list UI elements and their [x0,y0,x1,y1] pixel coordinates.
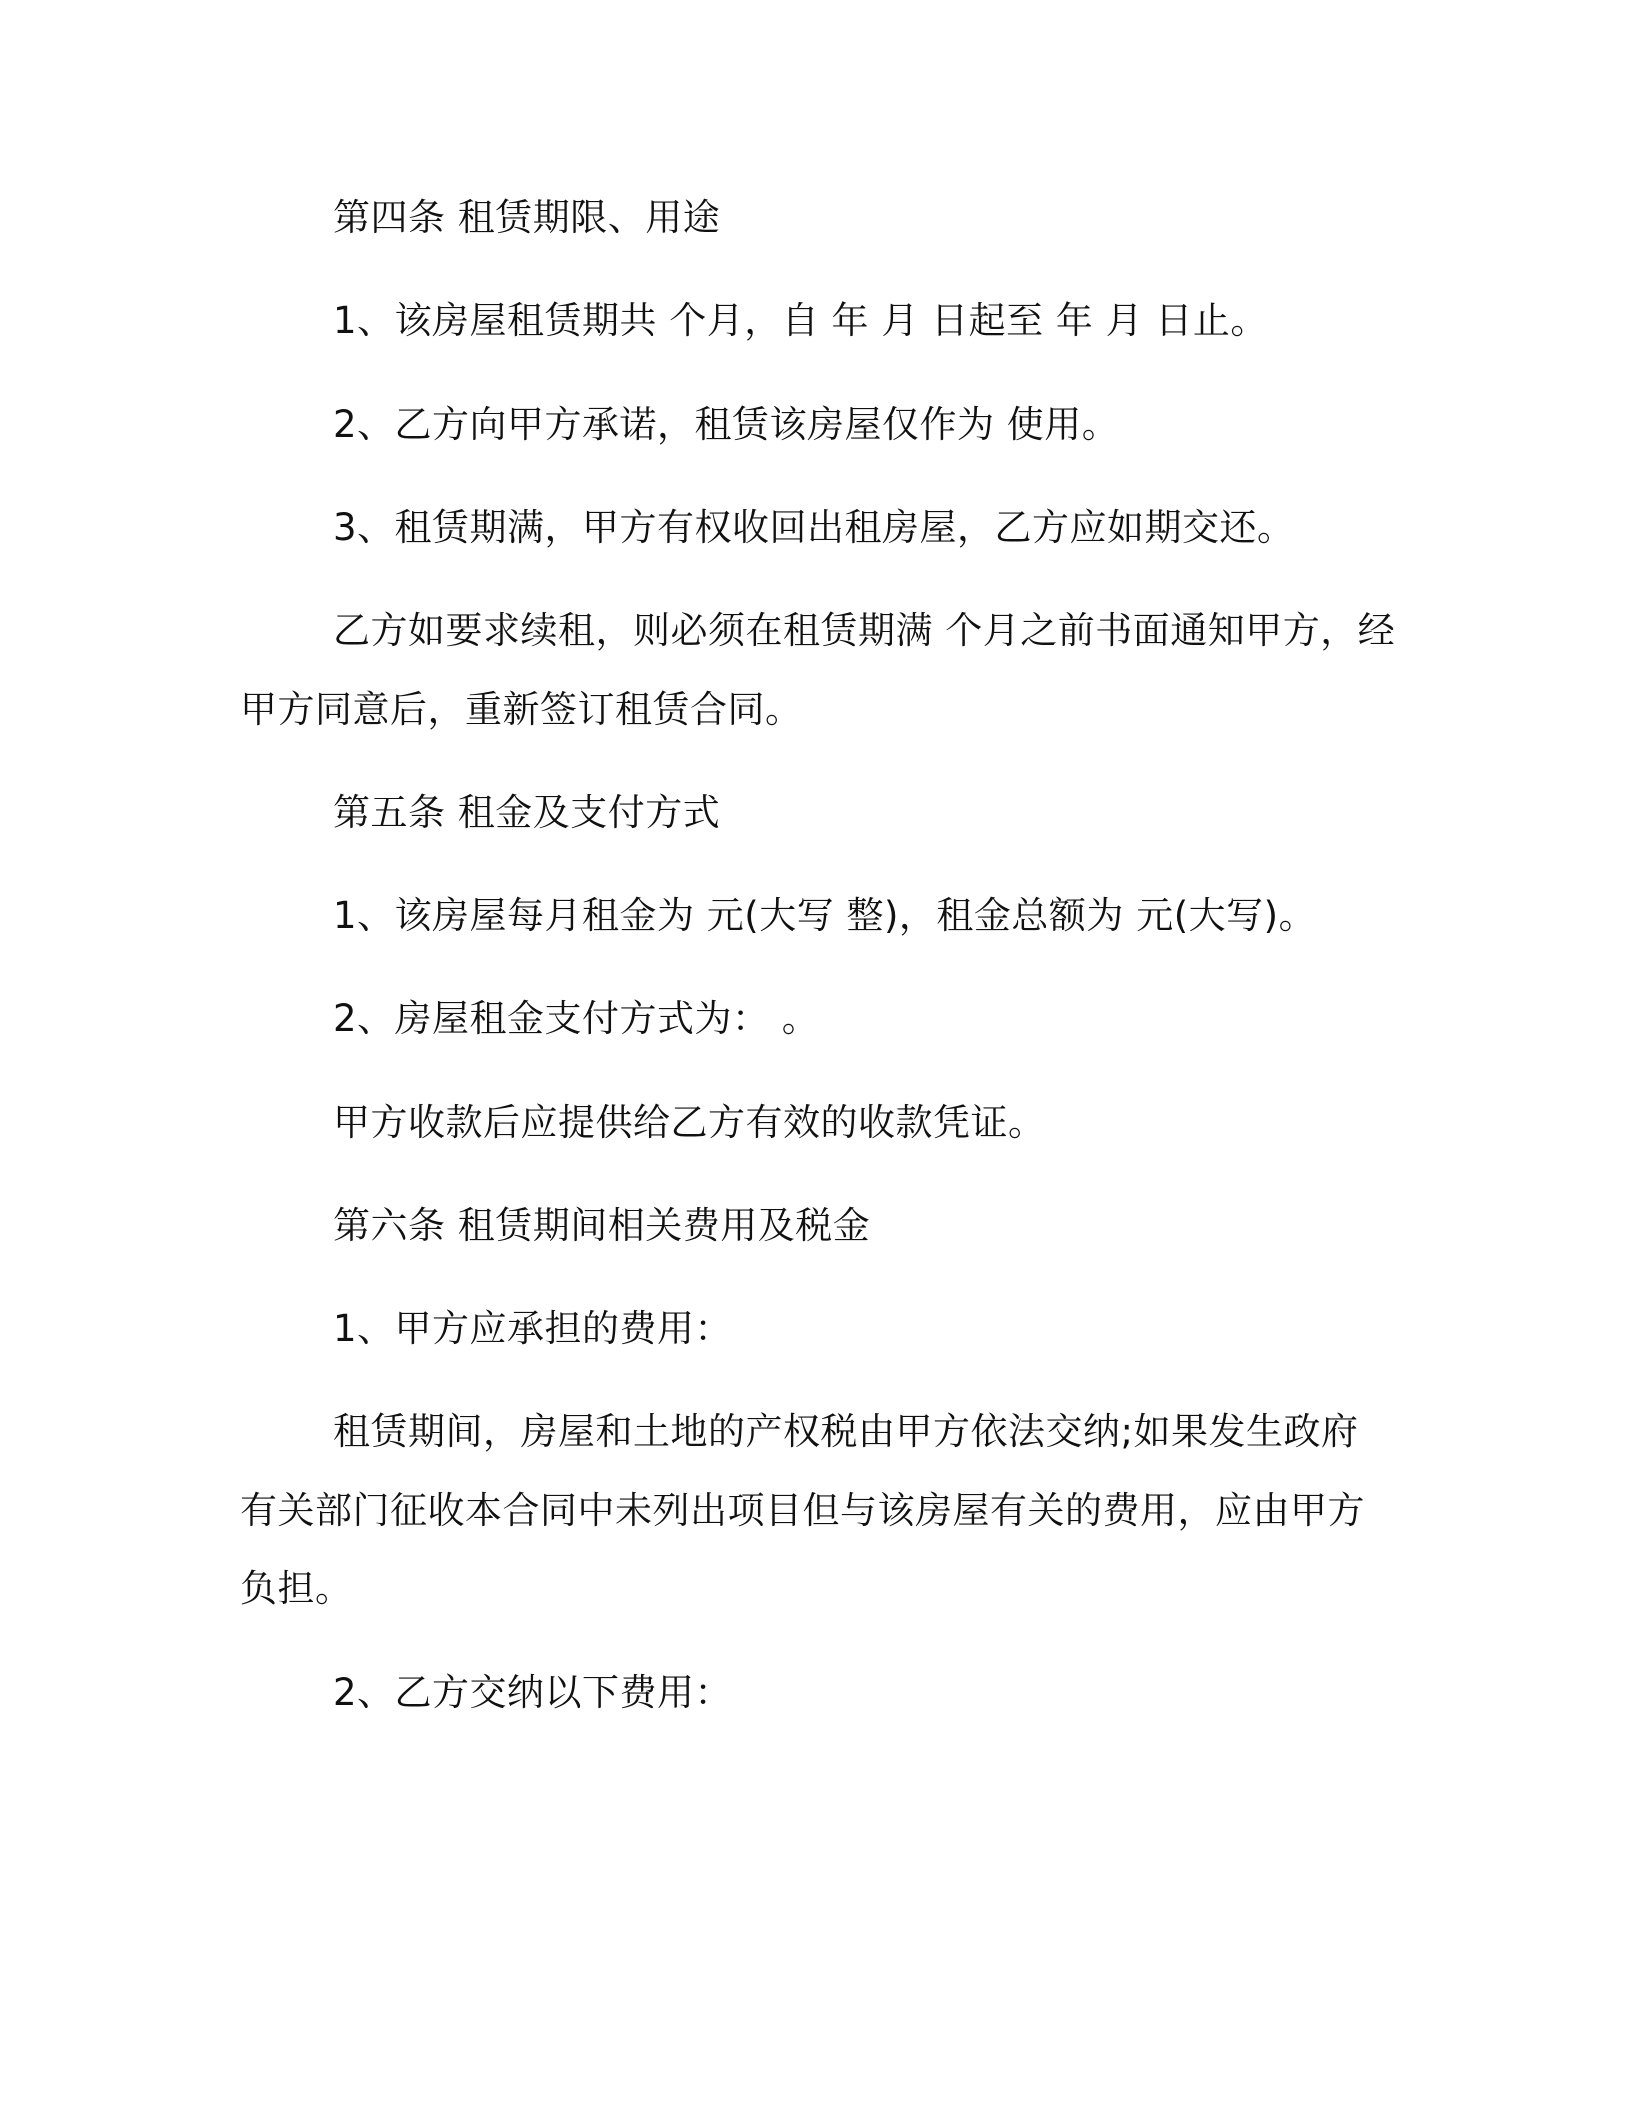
article-5-clause-1: 1、该房屋每月租金为 元(大写 整)，租金总额为 元(大写)。 [333,894,1317,937]
article-4-clause-2: 2、乙方向甲方承诺，租赁该房屋仅作为 使用。 [333,403,1120,446]
article-4-heading: 第四条 租赁期限、用途 [333,196,721,239]
tax-paragraph-line-3: 负担。 [240,1567,353,1610]
receipt-paragraph: 甲方收款后应提供给乙方有效的收款凭证。 [333,1101,1046,1144]
tax-paragraph-line-2: 有关部门征收本合同中未列出项目但与该房屋有关的费用，应由甲方 [240,1489,1365,1532]
tax-paragraph-line-1: 租赁期间，房屋和土地的产权税由甲方依法交纳;如果发生政府 [333,1410,1359,1453]
renewal-paragraph-line-1: 乙方如要求续租，则必须在租赁期满 个月之前书面通知甲方，经 [333,609,1396,652]
article-4-clause-1: 1、该房屋租赁期共 个月，自 年 月 日起至 年 月 日止。 [333,299,1268,342]
article-6-clause-2: 2、乙方交纳以下费用： [333,1671,733,1714]
article-4-clause-3: 3、租赁期满，甲方有权收回出租房屋，乙方应如期交还。 [333,506,1295,549]
article-6-clause-1: 1、甲方应承担的费用： [333,1307,733,1350]
article-5-clause-2: 2、房屋租金支付方式为： 。 [333,997,820,1040]
article-6-heading: 第六条 租赁期间相关费用及税金 [333,1204,871,1247]
article-5-heading: 第五条 租金及支付方式 [333,791,721,834]
renewal-paragraph-line-2: 甲方同意后，重新签订租赁合同。 [240,688,803,731]
